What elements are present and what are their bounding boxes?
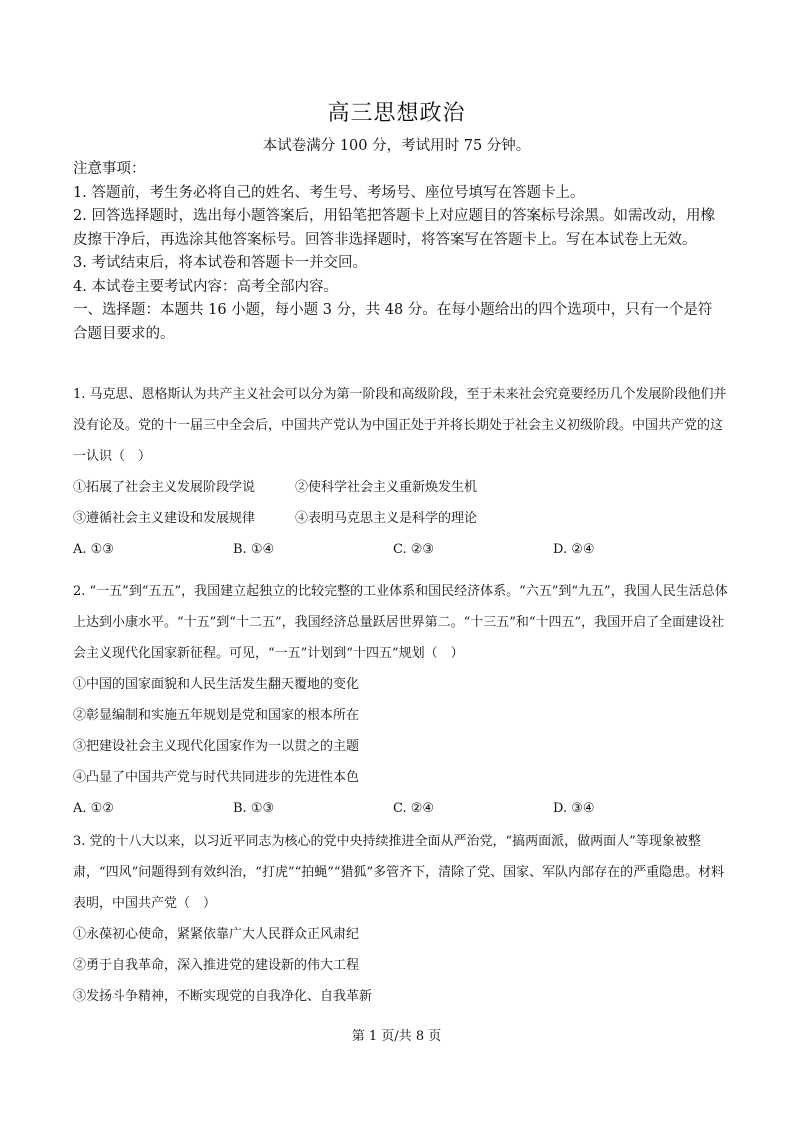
- notes-heading: 注意事项：: [73, 161, 146, 177]
- q1-option-c[interactable]: C. ②③: [393, 542, 435, 557]
- q1-statement-2: ②使科学社会主义重新焕发生机: [295, 480, 478, 495]
- q1-statement-4: ④表明马克思主义是科学的理论: [295, 511, 478, 526]
- exam-subtitle: 本试卷满分 100 分，考试用时 75 分钟。: [262, 138, 531, 154]
- section-instructions: 一、选择题：本题共 16 小题，每小题 3 分，共 48 分。在每小题给出的四个选项中，只有一个是符合题目要求的。: [73, 302, 713, 342]
- q3-statement-3: ③发扬斗争精神，不断实现党的自我净化、自我革新: [73, 989, 373, 1004]
- note-item-4: 4. 本试卷主要考试内容：高考全部内容。: [73, 278, 338, 295]
- question-1: [73, 379, 728, 565]
- question-3-stem: 3. 党的十八大以来，以习近平同志为核心的党中央持续推进全面从严治党，“搞两面派，做两面人”等现象被整肃，“四风”问题得到有效纠治，“打虎”“拍蝇”“猎狐”多管齐下，清除了党、国家、军队内部存在的严重隐患。材料表明，中国共产党（ ）: [73, 834, 725, 911]
- question-2: [73, 576, 728, 824]
- q1-statement-1: ①拓展了社会主义发展阶段学说: [73, 480, 256, 495]
- note-item-2: 2. 回答选择题时，选出每小题答案后，用铅笔把答题卡上对应题目的答案标号涂黑。如需改动，用橡皮擦干净后，再选涂其他答案标号。回答非选择题时，将答案写在答题卡上。写在本试卷上无效。: [73, 208, 715, 248]
- q2-statement-3: ③把建设社会主义现代化国家作为一以贯之的主题: [73, 739, 360, 754]
- question-1-options: [73, 534, 713, 565]
- question-2-stem: 2. “一五”到“五五”，我国建立起独立的比较完整的工业体系和国民经济体系。“六五”到“九五”，我国人民生活总体上达到小康水平。“十五”到“十二五”，我国经济总量跃居世界第二。“十三五”和“十四五”，我国开启了全面建设社会主义现代化国家新征程。可见，“一五”计划到“十四五”规划（ ）: [73, 584, 728, 661]
- q1-option-d[interactable]: D. ②④: [553, 542, 595, 557]
- question-2-options: [73, 793, 713, 824]
- q2-option-d[interactable]: D. ③④: [553, 801, 595, 816]
- page-footer: 第 1 页/共 8 页: [351, 1029, 442, 1044]
- q2-option-b[interactable]: B. ①③: [233, 801, 275, 816]
- q1-statement-3: ③遵循社会主义建设和发展规律: [73, 511, 256, 526]
- q2-statement-4: ④凸显了中国共产党与时代共同进步的先进性本色: [73, 770, 360, 785]
- q2-option-c[interactable]: C. ②④: [393, 801, 435, 816]
- question-1-statements-b: [73, 503, 728, 534]
- exam-title: 高三思想政治: [327, 101, 466, 126]
- q1-option-a[interactable]: A. ①③: [73, 542, 114, 557]
- notes-block: [73, 158, 723, 346]
- note-item-1: 1. 答题前，考生务必将自己的姓名、考生号、考场号、座位号填写在答题卡上。: [73, 184, 585, 201]
- note-item-3: 3. 考试结束后，将本试卷和答题卡一并交回。: [73, 255, 367, 271]
- q2-option-a[interactable]: A. ①②: [73, 801, 114, 816]
- q3-statement-2: ②勇于自我革命，深入推进党的建设新的伟大工程: [73, 958, 360, 973]
- question-1-statements-a: [73, 472, 728, 503]
- q1-option-b[interactable]: B. ①④: [233, 542, 275, 557]
- q2-statement-1: ①中国的国家面貌和人民生活发生翻天覆地的变化: [73, 677, 360, 692]
- q3-statement-1: ①永葆初心使命，紧紧依靠广大人民群众正风肃纪: [73, 927, 360, 942]
- question-3: [73, 826, 728, 1012]
- question-1-stem: 1. 马克思、恩格斯认为共产主义社会可以分为第一阶段和高级阶段，至于未来社会究竟要经历几个发展阶段他们并没有论及。党的十一届三中全会后，中国共产党认为中国正处于并将长期处于社会主义初级阶段。中国共产党的这一认识（ ）: [73, 387, 727, 464]
- q2-statement-2: ②彰显编制和实施五年规划是党和国家的根本所在: [73, 708, 360, 723]
